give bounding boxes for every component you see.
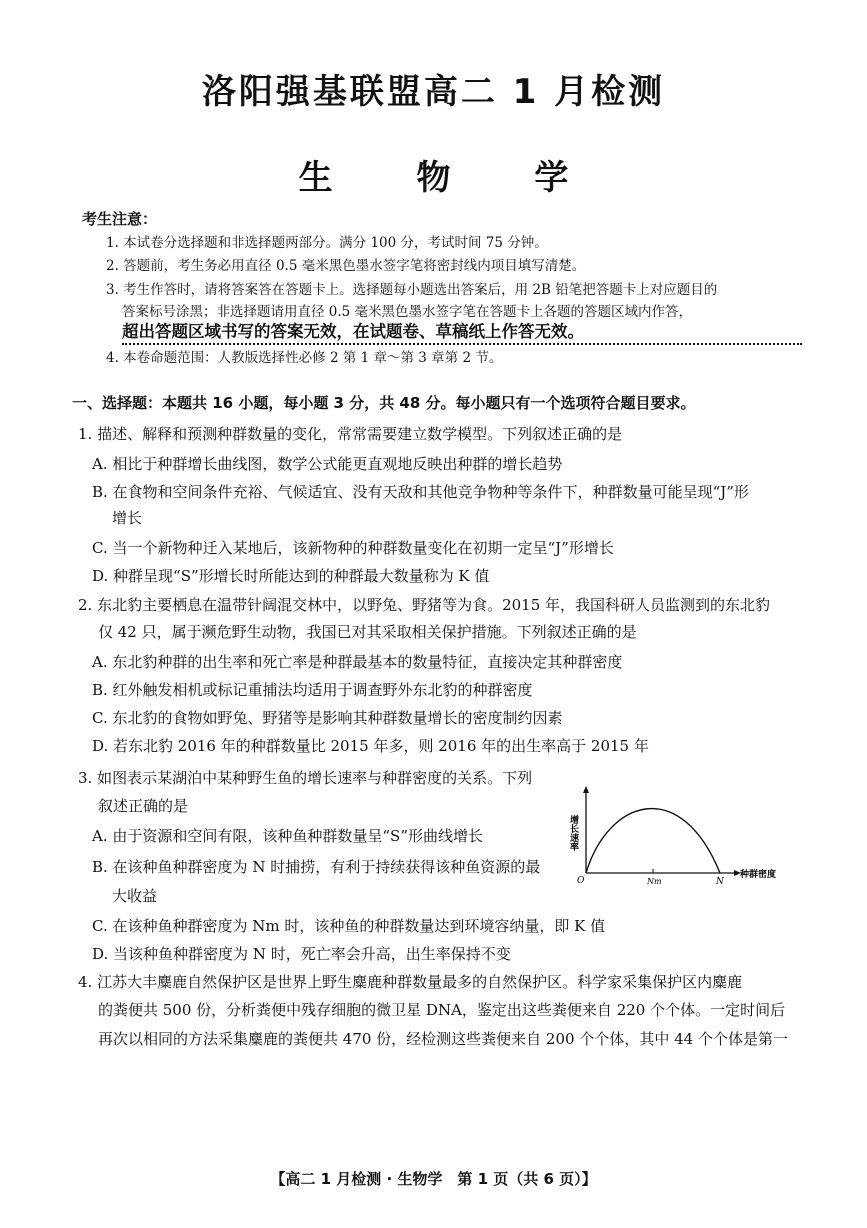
q4-line-1: 4. 江苏大丰麋鹿自然保护区是世界上野生麋鹿种群数量最多的自然保护区。科学家采集保护区内麋鹿 xyxy=(78,973,743,991)
q2-option-c: C. 东北豹的食物如野兔、野猪等是影响其种群数量增长的密度制约因素 xyxy=(92,709,563,727)
q3-option-b-cont: 大收益 xyxy=(112,887,158,905)
q2-option-a: A. 东北豹种群的出生率和死亡率是种群最基本的数量特征，直接决定其种群密度 xyxy=(92,653,623,671)
notice-item-4: 4. 本卷命题范围：人教版选择性必修 2 第 1 章～第 3 章第 2 节。 xyxy=(106,350,503,366)
n-tick-label: N xyxy=(716,877,724,887)
q1-option-b: B. 在食物和空间条件充裕、气候适宜、没有天敌和其他竞争物种等条件下，种群数量可能呈现“J”形 xyxy=(92,483,749,501)
nm-tick-label: Nm xyxy=(647,877,662,886)
q2-option-d: D. 若东北豹 2016 年的种群数量比 2015 年多，则 2016 年的出生率高于 2015 年 xyxy=(92,737,649,755)
page-footer: 【高二 1 月检测 · 生物学 第 1 页（共 6 页）】 xyxy=(270,1170,597,1188)
q1-option-a: A. 相比于种群增长曲线图，数学公式能更直观地反映出种群的增长趋势 xyxy=(92,455,563,473)
subject-title: 生 物 学 xyxy=(298,158,605,198)
q3-option-d: D. 当该种鱼种群密度为 N 时，死亡率会升高，出生率保持不变 xyxy=(92,945,511,963)
q2-option-b: B. 红外触发相机或标记重捕法均适用于调查野外东北豹的种群密度 xyxy=(92,681,533,699)
q4-line-2: 的粪便共 500 份，分析粪便中残存细胞的微卫星 DNA，鉴定出这些粪便来自 220 个个体。一定时间后 xyxy=(98,1001,786,1019)
notice-heading: 考生注意： xyxy=(82,210,158,228)
q3-option-c: C. 在该种鱼种群密度为 Nm 时，该种鱼的种群数量达到环境容纳量，即 K 值 xyxy=(92,917,606,935)
section-heading: 一、选择题：本题共 16 小题，每小题 3 分，共 48 分。每小题只有一个选项符合题目要求。 xyxy=(72,394,696,412)
growth-curve xyxy=(586,809,720,873)
q2-stem: 2. 东北豹主要栖息在温带针阔混交林中，以野兔、野猪等为食。2015 年，我国科研人员监测到的东北豹 xyxy=(78,596,771,614)
notice-item-3-line-2: 答案标号涂黑；非选择题请用直径 0.5 毫米黑色墨水签字笔在答题卡上各题的答题区域内作答， xyxy=(122,304,693,320)
q3-stem-cont: 叙述正确的是 xyxy=(98,797,189,815)
origin-label: O xyxy=(577,876,585,886)
q1-option-b-cont: 增长 xyxy=(112,509,143,527)
q1-option-d: D. 种群呈现“S”形增长时所能达到的种群最大数量称为 K 值 xyxy=(92,567,490,585)
growth-rate-graph xyxy=(570,785,785,885)
notice-item-3-line-1: 3. 考生作答时，请将答案答在答题卡上。选择题每小题选出答案后，用 2B 铅笔把答题卡上对应题目的 xyxy=(106,282,718,298)
y-axis-arrow xyxy=(583,786,589,793)
notice-item-2: 2. 答题前，考生务必用直径 0.5 毫米黑色墨水签字笔将密封线内项目填写清楚。 xyxy=(106,258,586,274)
notice-item-3-emphasis: 超出答题区域书写的答案无效，在试题卷、草稿纸上作答无效。 xyxy=(122,322,802,345)
q3-option-a: A. 由于资源和空间有限，该种鱼种群数量呈“S”形曲线增长 xyxy=(92,827,483,845)
q3-option-b: B. 在该种鱼种群密度为 N 时捕捞，有利于持续获得该种鱼资源的最 xyxy=(92,858,541,876)
x-axis-label: 种群密度 xyxy=(740,870,777,880)
q1-option-c: C. 当一个新物种迁入某地后，该新物种的种群数量变化在初期一定呈“J”形增长 xyxy=(92,539,614,557)
y-axis-label: 增长速率 xyxy=(568,815,578,851)
q1-stem: 1. 描述、解释和预测种群数量的变化，常常需要建立数学模型。下列叙述正确的是 xyxy=(78,425,623,443)
exam-title: 洛阳强基联盟高二 1 月检测 xyxy=(201,72,666,112)
notice-item-1: 1. 本试卷分选择题和非选择题两部分。满分 100 分，考试时间 75 分钟。 xyxy=(106,235,548,251)
q4-line-3: 再次以相同的方法采集麋鹿的粪便共 470 份，经检测这些粪便来自 200 个个体，其中 44 个个体是第一 xyxy=(98,1030,788,1048)
q3-stem: 3. 如图表示某湖泊中某种野生鱼的增长速率与种群密度的关系。下列 xyxy=(78,769,533,787)
q2-stem-cont: 仅 42 只，属于濒危野生动物，我国已对其采取相关保护措施。下列叙述正确的是 xyxy=(98,623,637,641)
